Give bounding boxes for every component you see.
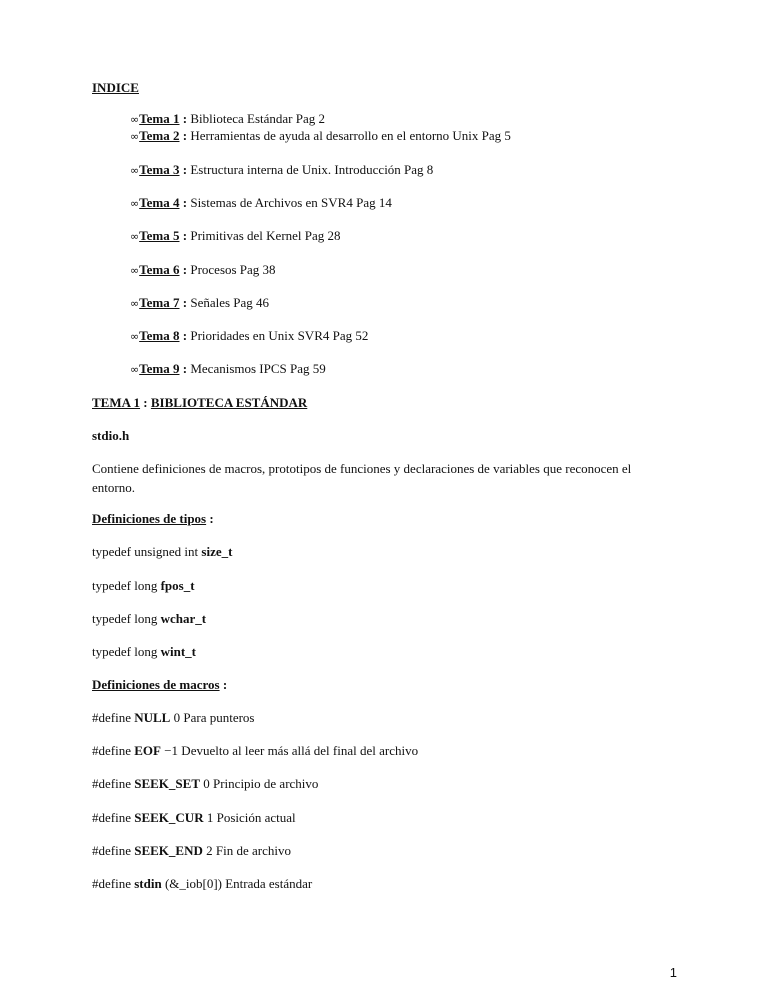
typedef-line: typedef long wchar_t [92, 611, 207, 626]
infinity-bullet-icon: ∞ [130, 164, 140, 177]
index-entry-text: Biblioteca Estándar Pag 2 [187, 111, 326, 126]
infinity-bullet-icon: ∞ [130, 330, 140, 343]
infinity-bullet-icon: ∞ [130, 230, 140, 243]
typedef-line: typedef long fpos_t [92, 578, 195, 593]
header-description: Contiene definiciones de macros, prototipos de funciones y declaraciones de variables que reconocen el entorno. [92, 461, 632, 495]
index-entry: ∞Tema 1 : Biblioteca Estándar Pag 2 [130, 111, 326, 126]
define-line: #define stdin (&_iob[0]) Entrada estándar [92, 876, 313, 891]
index-heading: INDICE [92, 80, 139, 95]
index-entry: ∞Tema 3 : Estructura interna de Unix. Introducción Pag 8 [130, 162, 434, 177]
index-entry: ∞Tema 4 : Sistemas de Archivos en SVR4 Pag 14 [130, 195, 392, 210]
define-line: #define SEEK_SET 0 Principio de archivo [92, 776, 319, 791]
infinity-bullet-icon: ∞ [130, 130, 140, 143]
index-entry-text: Señales Pag 46 [187, 295, 270, 310]
index-entry-text: Mecanismos IPCS Pag 59 [187, 361, 326, 376]
typedef-line: typedef unsigned int size_t [92, 544, 233, 559]
index-entry: ∞Tema 5 : Primitivas del Kernel Pag 28 [130, 228, 341, 243]
define-line: #define SEEK_CUR 1 Posición actual [92, 810, 296, 825]
index-entry: ∞Tema 6 : Procesos Pag 38 [130, 262, 276, 277]
section-prefix: TEMA 1 [92, 395, 141, 410]
page-number: 1 [669, 965, 677, 980]
infinity-bullet-icon: ∞ [130, 264, 140, 277]
define-line: #define EOF −1 Devuelto al leer más allá del final del archivo [92, 743, 419, 758]
index-entry-label: Tema 8 [139, 328, 180, 343]
macros-heading: Definiciones de macros : [92, 677, 228, 692]
header-file-name: stdio.h [92, 428, 130, 443]
index-entry-text: Herramientas de ayuda al desarrollo en el entorno Unix Pag 5 [187, 128, 511, 143]
index-entry-label: Tema 2 [139, 128, 180, 143]
index-entry-text: Primitivas del Kernel Pag 28 [187, 228, 341, 243]
index-entry-text: Prioridades en Unix SVR4 Pag 52 [187, 328, 369, 343]
index-entry-label: Tema 5 [139, 228, 180, 243]
define-line: #define SEEK_END 2 Fin de archivo [92, 843, 291, 858]
index-entry: ∞Tema 2 : Herramientas de ayuda al desarrollo en el entorno Unix Pag 5 [130, 128, 511, 143]
typedef-line: typedef long wint_t [92, 644, 196, 659]
define-line: #define NULL 0 Para punteros [92, 710, 255, 725]
infinity-bullet-icon: ∞ [130, 113, 140, 126]
index-entry-label: Tema 1 [139, 111, 180, 126]
index-entry: ∞Tema 8 : Prioridades en Unix SVR4 Pag 52 [130, 328, 369, 343]
infinity-bullet-icon: ∞ [130, 363, 140, 376]
infinity-bullet-icon: ∞ [130, 297, 140, 310]
index-entry: ∞Tema 9 : Mecanismos IPCS Pag 59 [130, 361, 326, 376]
index-entry-text: Sistemas de Archivos en SVR4 Pag 14 [187, 195, 392, 210]
infinity-bullet-icon: ∞ [130, 197, 140, 210]
section-title: BIBLIOTECA ESTÁNDAR [150, 395, 308, 410]
section-heading: TEMA 1 : BIBLIOTECA ESTÁNDAR [92, 395, 308, 410]
index-entry-label: Tema 7 [139, 295, 180, 310]
index-entry-label: Tema 3 [139, 162, 180, 177]
index-entry-label: Tema 9 [139, 361, 180, 376]
index-entry-label: Tema 4 [139, 195, 180, 210]
index-entry-text: Procesos Pag 38 [187, 262, 276, 277]
index-entry: ∞Tema 7 : Señales Pag 46 [130, 295, 270, 310]
index-entry-text: Estructura interna de Unix. Introducción Pag 8 [187, 162, 434, 177]
tipos-heading: Definiciones de tipos : [92, 511, 214, 526]
index-entry-label: Tema 6 [139, 262, 180, 277]
